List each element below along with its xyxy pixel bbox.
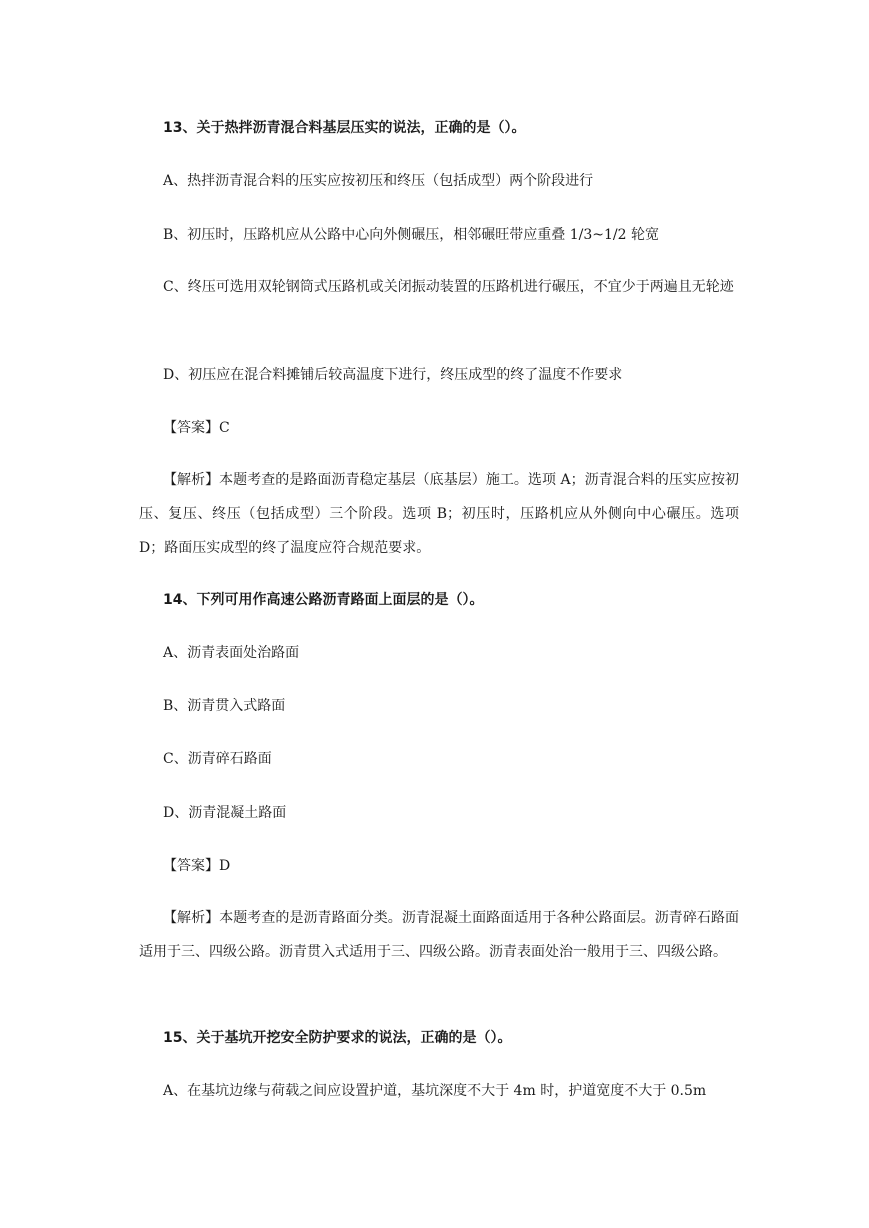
question-15-option-a: A、在基坑边缘与荷载之间应设置护道，基坑深度不大于 4m 时，护道宽度不大于 0.5m [163, 1083, 707, 1099]
question-14-title: 14、下列可用作高速公路沥青路面上面层的是（）。 [163, 592, 484, 608]
question-15-title: 15、关于基坑开挖安全防护要求的说法，正确的是（）。 [163, 1030, 512, 1046]
question-13-option-c: C、终压可选用双轮钢筒式压路机或关闭振动装置的压路机进行碾压，不宜少于两遍且无轮迹 [163, 279, 734, 295]
question-14-option-a: A、沥青表面处治路面 [163, 645, 300, 661]
question-14-option-d: D、沥青混凝土路面 [163, 805, 287, 821]
question-13-answer: 【答案】C [163, 420, 230, 436]
question-13-option-a: A、热拌沥青混合料的压实应按初压和终压（包括成型）两个阶段进行 [163, 173, 594, 189]
question-14-option-b: B、沥青贯入式路面 [163, 698, 286, 714]
question-13-title: 13、关于热拌沥青混合料基层压实的说法，正确的是（）。 [163, 120, 526, 136]
question-14-option-c: C、沥青碎石路面 [163, 751, 272, 767]
question-13-option-d: D、初压应在混合料摊铺后较高温度下进行，终压成型的终了温度不作要求 [163, 367, 623, 383]
question-13-option-b: B、初压时，压路机应从公路中心向外侧碾压，相邻碾旺带应重叠 1/3~1/2 轮宽 [163, 227, 659, 243]
question-14-answer: 【答案】D [163, 858, 231, 874]
question-14-analysis: 【解析】本题考查的是沥青路面分类。沥青混凝土面路面适用于各种公路面层。沥青碎石路面适用于三、四级公路。沥青贯入式适用于三、四级公路。沥青表面处治一般用于三、四级公路。 [139, 910, 739, 960]
question-13-analysis: 【解析】本题考查的是路面沥青稳定基层（底基层）施工。选项 A；沥青混合料的压实应按初压、复压、终压（包括成型）三个阶段。选项 B；初压时，压路机应从外侧向中心碾压。选项 D；路面压实成型的终了温度应符合规范要求。 [139, 472, 739, 556]
